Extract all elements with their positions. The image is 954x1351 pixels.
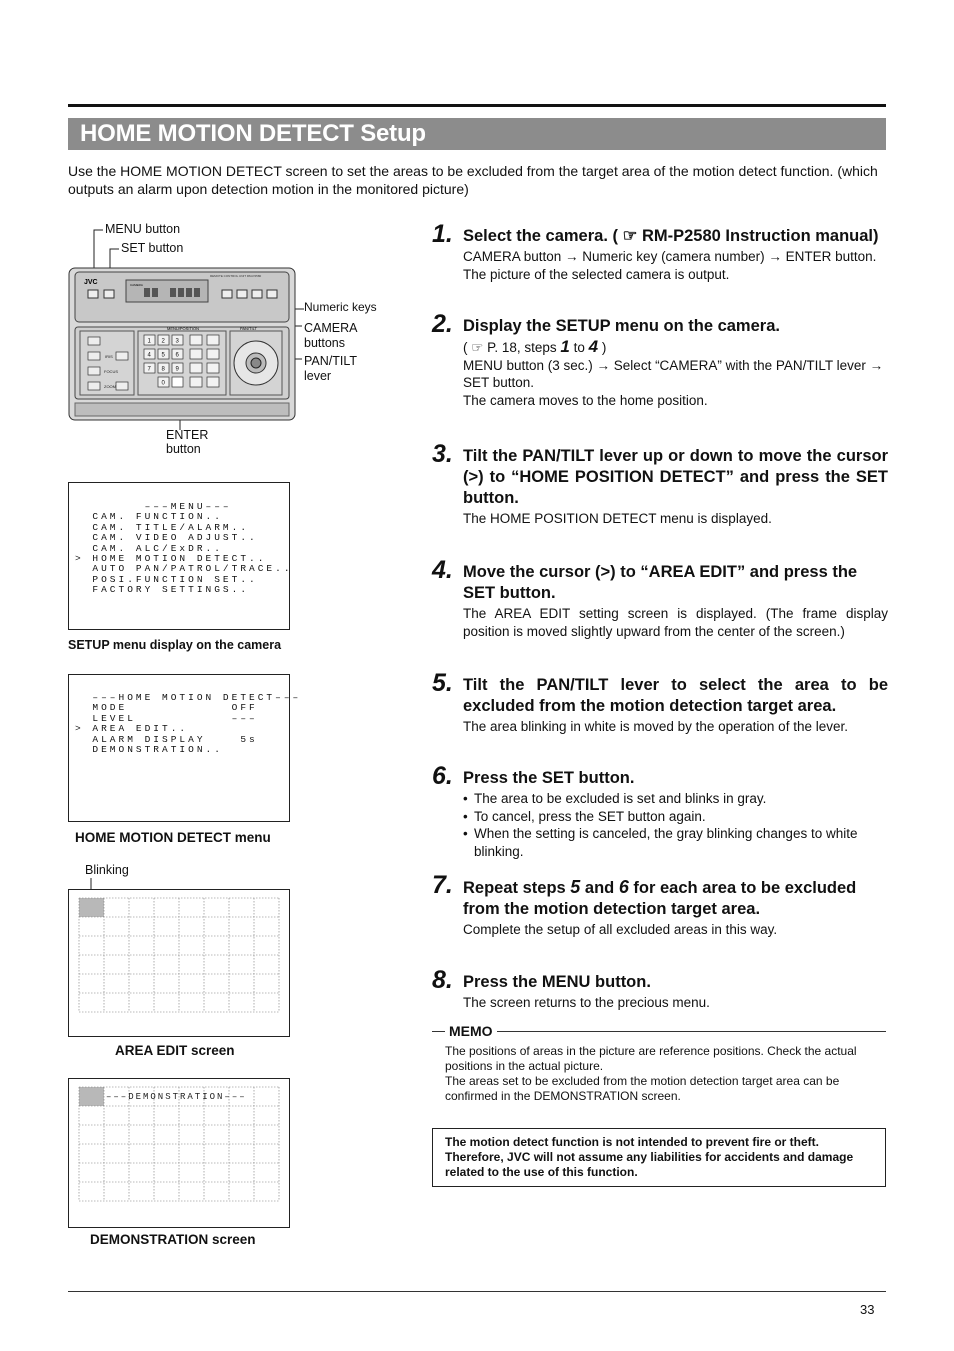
numeric-key-label: 6: [175, 352, 179, 359]
reference-icon: ☞: [622, 227, 638, 245]
blinking-label: Blinking: [85, 863, 129, 877]
step-1: 1. Select the camera. ( ☞ RM-P2580 Instruction manual) CAMERA button → Numeric key (camera number) → ENTER button. The picture of the selected camera is output.: [432, 220, 879, 282]
callout-set-button: SET button: [121, 241, 184, 255]
demonstration-screen: [68, 1078, 292, 1229]
camera-button[interactable]: [207, 377, 219, 387]
top-rule: [68, 104, 886, 107]
home-motion-menu-line: –––HOME MOTION DETECT–––: [75, 692, 302, 703]
home-motion-menu-caption: HOME MOTION DETECT menu: [75, 830, 271, 845]
numeric-key-label: 9: [175, 366, 179, 373]
memo-label: MEMO: [445, 1023, 497, 1039]
home-motion-menu-text: [75, 693, 301, 755]
setup-menu-line: POSI.FUNCTION SET..: [75, 573, 258, 585]
numeric-key-label: 8: [161, 366, 165, 373]
camera-button[interactable]: [190, 363, 202, 373]
home-motion-menu-screen: [68, 674, 302, 822]
callout-pantilt-2: lever: [304, 369, 332, 383]
setup-menu-text: [75, 502, 293, 596]
home-motion-menu-line: > AREA EDIT..: [75, 723, 189, 735]
numeric-key-label: 4: [147, 352, 151, 359]
step-7: 7. Repeat steps 5 and 6 for each area to be excluded from the motion detection target area. Complete the setup of all excluded areas in this way.: [432, 871, 857, 937]
numeric-key-label: 0: [161, 380, 165, 387]
remote-label-camera: CAMERA: [130, 283, 143, 287]
camera-button[interactable]: [207, 349, 219, 359]
memo-text: The positions of areas in the picture are reference positions. Check the actual positions in the actual picture. The areas set to be excluded from the motion detection target area can be confirmed in the DEMONSTRATION screen.: [445, 1044, 857, 1103]
home-motion-menu-line: DEMONSTRATION..: [75, 744, 223, 756]
demonstration-overlay: –––DEMONSTRATION–––: [106, 1092, 247, 1102]
callout-camera-2: buttons: [304, 336, 346, 350]
setup-menu-line: –––MENU–––: [75, 501, 232, 512]
setup-menu-screen: [68, 482, 293, 630]
numeric-key-label: 7: [147, 366, 151, 373]
area-edit-caption: AREA EDIT screen: [115, 1043, 235, 1058]
highlighted-area-cell: [79, 898, 104, 917]
step-4: 4. Move the cursor (>) to “AREA EDIT” and press the SET button. The AREA EDIT setting screen is displayed. (The frame display position is moved slightly upward from the center of the screen.): [432, 556, 888, 639]
callout-pantilt-1: PAN/TILT: [304, 354, 358, 368]
reference-icon: ☞: [471, 340, 484, 355]
remote-label-zoom: ZOOM: [104, 384, 116, 389]
title-bar: [68, 118, 886, 150]
setup-menu-line: > HOME MOTION DETECT..: [75, 553, 267, 565]
home-motion-menu-line: ALARM DISPLAY 5s: [75, 733, 258, 745]
home-motion-menu-line: MODE OFF: [75, 702, 258, 714]
step-6: 6. Press the SET button. • The area to be excluded is set and blinks in gray. • To cancel, press the SET button again. • When the setting is canceled, the gray blinking changes to white blinking.: [432, 768, 888, 860]
remote-label-iris: IRIS: [105, 354, 113, 359]
remote-brand: JVC: [84, 279, 98, 286]
setup-menu-line: CAM. VIDEO ADJUST..: [75, 532, 258, 544]
step-2: 2. Display the SETUP menu on the camera. ( ☞ P. 18, steps 1 to 4 ) MENU button (3 sec.) → Select “CAMERA” with the PAN/TILT lever → SET button. The camera moves to the home position.: [432, 310, 884, 408]
setup-menu-caption: SETUP menu display on the camera: [68, 638, 282, 652]
memo-rule: [432, 1031, 886, 1032]
setup-menu-line: CAM. ALC/ExDR..: [75, 542, 223, 554]
callout-enter-1: ENTER: [166, 428, 209, 442]
remote-control-illustration: [60, 222, 310, 432]
demonstration-caption: DEMONSTRATION screen: [90, 1232, 256, 1247]
numeric-key-label: 2: [161, 338, 165, 345]
step-3: 3. Tilt the PAN/TILT lever up or down to move the cursor (>) to “HOME POSITION DETECT” and press the SET button. The HOME POSITION DETECT menu is displayed.: [432, 440, 888, 526]
camera-button[interactable]: [207, 335, 219, 345]
camera-button[interactable]: [207, 363, 219, 373]
enter-button[interactable]: [172, 377, 183, 387]
menu-button[interactable]: [88, 290, 98, 298]
step-8: 8. Press the MENU button. The screen returns to the precious menu.: [432, 966, 710, 1010]
numeric-key-label: 5: [161, 352, 165, 359]
remote-label-pantilt: PAN/TILT: [240, 326, 257, 331]
area-edit-screen: [68, 874, 292, 1038]
warning-box: The motion detect function is not intended to prevent fire or theft. Therefore, JVC will not assume any liabilities for accidents and damage related to the use of this function.: [432, 1128, 886, 1187]
camera-button[interactable]: [190, 349, 202, 359]
numeric-key-label: 3: [175, 338, 179, 345]
page-number: 33: [860, 1302, 875, 1317]
home-motion-menu-line: LEVEL –––: [75, 712, 258, 724]
remote-label-menu-position: MENU/POSITION: [167, 326, 200, 331]
intro-paragraph: Use the HOME MOTION DETECT screen to set the areas to be excluded from the target area of the motion detect function. (which outputs an alarm upon detection motion in the monitored picture): [68, 163, 878, 197]
camera-button[interactable]: [190, 377, 202, 387]
callout-numeric-keys: Numeric keys: [304, 300, 377, 314]
highlighted-area-cell: [79, 1087, 104, 1106]
callout-enter-2: button: [166, 442, 201, 456]
remote-label-focus: FOCUS: [104, 369, 118, 374]
step-5: 5. Tilt the PAN/TILT lever to select the area to be excluded from the motion detection target area. The area blinking in white is moved by the operation of the lever.: [432, 669, 888, 734]
setup-menu-line: AUTO PAN/PATROL/TRACE..: [75, 563, 293, 575]
page-title: HOME MOTION DETECT Setup: [80, 120, 426, 147]
bottom-rule: [68, 1291, 886, 1292]
camera-button[interactable]: [190, 335, 202, 345]
setup-menu-line: CAM. TITLE/ALARM..: [75, 521, 250, 533]
callout-menu-button: MENU button: [105, 222, 181, 236]
remote-model-caption: REMOTE CONTROL UNIT RM-P2580: [210, 274, 262, 278]
numeric-key-label: 1: [147, 338, 151, 345]
setup-menu-line: CAM. FUNCTION..: [75, 511, 223, 523]
set-button[interactable]: [104, 290, 114, 298]
callout-camera-1: CAMERA: [304, 321, 358, 335]
setup-menu-line: FACTORY SETTINGS..: [75, 584, 250, 596]
